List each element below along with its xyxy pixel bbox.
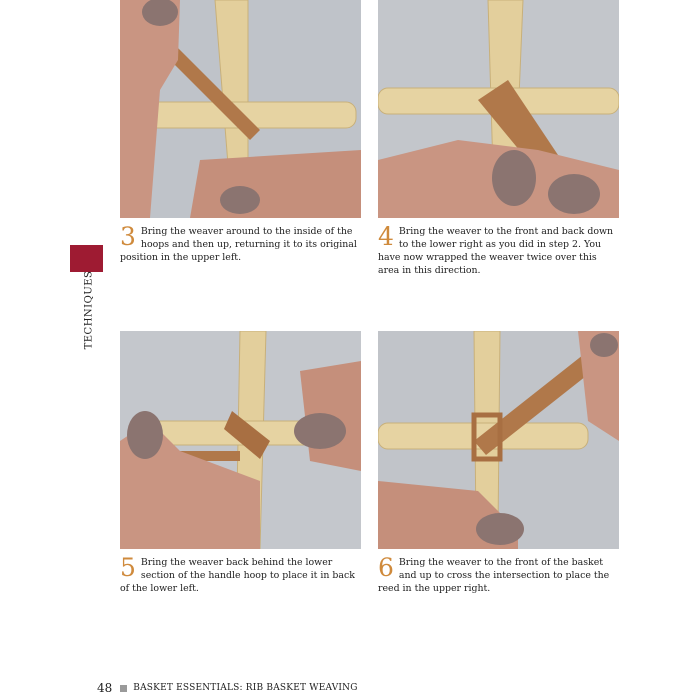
step-6-number: 6: [378, 553, 394, 582]
step-4-text: Bring the weaver to the front and back down to the lower right as you did in step 2. You have now wrapped the weaver twice over this area in this direction.: [378, 226, 614, 276]
step-6-text: Bring the weaver to the front of the basket and up to cross the intersection to place the reed in the upper right.: [378, 557, 610, 594]
section-color-tab: [70, 245, 103, 272]
footer-square-icon: [120, 685, 127, 692]
step-4-photo: [378, 0, 619, 218]
step-3-text: Bring the weaver around to the inside of the hoops and then up, returning it to its original position in the upper left.: [120, 226, 357, 263]
step-5-text: Bring the weaver back behind the lower section of the handle hoop to place it in back of the lower left.: [120, 557, 355, 594]
step-4-number: 4: [378, 222, 394, 251]
section-label: TECHNIQUES: [83, 270, 95, 350]
step-5-caption: [120, 553, 362, 595]
step-6-caption: [378, 553, 620, 595]
step-3-number: 3: [120, 222, 136, 251]
step-5-photo: [120, 331, 361, 549]
step-4-caption: [378, 222, 620, 277]
footer-book-title: BASKET ESSENTIALS: RIB BASKET WEAVING: [133, 683, 358, 693]
step-5-number: 5: [120, 553, 136, 582]
step-3-caption: [120, 222, 362, 264]
page-footer: [97, 681, 358, 695]
step-3-photo: [120, 0, 361, 218]
page-number: 48: [97, 681, 113, 695]
step-6-photo: [378, 331, 619, 549]
